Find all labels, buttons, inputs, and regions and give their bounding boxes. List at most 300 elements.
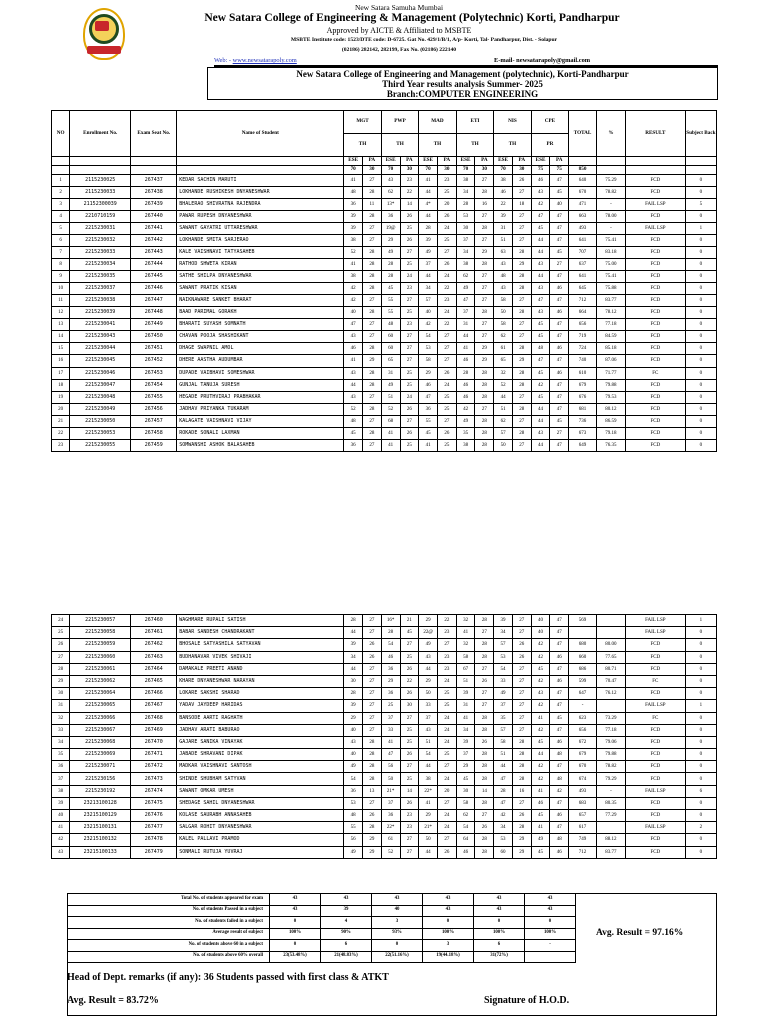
cell-mark: 27 — [400, 331, 419, 343]
ese-label: ESE — [419, 157, 438, 166]
summary-value: 100% — [270, 928, 321, 940]
cell-result: FCD — [625, 749, 685, 761]
cell-enrollment: 2215230059 — [70, 639, 131, 651]
cell-enrollment: 2215230067 — [70, 724, 131, 736]
cell-mark: 57 — [494, 427, 513, 439]
cell-mark: 33 — [381, 724, 400, 736]
cell-mark: 28 — [512, 379, 531, 391]
cell-mark: 36 — [419, 403, 438, 415]
results-table-part2 — [51, 614, 717, 859]
cell-total: 641 — [569, 271, 597, 283]
cell-student-name: BAAD PARIMAL GORAKH — [177, 307, 344, 319]
cell-subject-back: 0 — [685, 343, 716, 355]
cell-mark: 26 — [512, 175, 531, 187]
cell-enrollment: 2215230045 — [70, 355, 131, 367]
cell-mark: 47 — [550, 223, 569, 235]
cell-mark: 62 — [494, 415, 513, 427]
cell-mark: 26 — [363, 810, 382, 822]
cell-mark: 28 — [363, 736, 382, 748]
cell-subject-back: 0 — [685, 379, 716, 391]
cell-mark: 53 — [419, 343, 438, 355]
cell-enrollment: 2215230066 — [70, 712, 131, 724]
cell-total: 649 — [569, 439, 597, 451]
cell-mark: 28 — [512, 343, 531, 355]
cell-enrollment: 2215230071 — [70, 761, 131, 773]
cell-mark: 39 — [344, 223, 363, 235]
cell-mark: 52 — [344, 247, 363, 259]
max-mark: 70 — [381, 166, 400, 175]
table-row — [52, 331, 717, 343]
cell-mark: 26 — [400, 235, 419, 247]
cell-mark: 46 — [550, 651, 569, 663]
cell-mark: 35 — [456, 427, 475, 439]
cell-mark: 25 — [400, 367, 419, 379]
cell-mark: 27 — [550, 427, 569, 439]
cell-result: FAIL LSP — [625, 223, 685, 235]
cell-seat-no: 267444 — [131, 259, 177, 271]
col-name: Name of Student — [177, 111, 344, 157]
hod-remarks: Head of Dept. remarks (if any): 36 Students passed with first class & ATKT — [67, 972, 389, 983]
table-row — [52, 259, 717, 271]
cell-mark: 29 — [419, 810, 438, 822]
cell-percent: 77.65 — [596, 651, 625, 663]
cell-mark: 40 — [531, 627, 550, 639]
cell-mark: 49 — [381, 379, 400, 391]
cell-mark: 39 — [344, 700, 363, 712]
summary-value: 0 — [270, 940, 321, 952]
cell-subject-back: 0 — [685, 688, 716, 700]
table-row — [52, 247, 717, 259]
cell-mark: 23 — [437, 175, 456, 187]
cell-subject-back: 0 — [685, 319, 716, 331]
cell-mark: 45 — [550, 712, 569, 724]
cell-mark: 41 — [531, 712, 550, 724]
table-row — [52, 223, 717, 235]
cell-mark: 45 — [550, 247, 569, 259]
cell-mark: 29 — [512, 355, 531, 367]
cell-seat-no: 267441 — [131, 223, 177, 235]
cell-percent: 77.18 — [596, 724, 625, 736]
cell-mark: 46 — [550, 846, 569, 858]
summary-body — [68, 894, 576, 963]
cell-enrollment: 2215230064 — [70, 688, 131, 700]
cell-mark: 16 — [475, 199, 494, 211]
cell-mark: 46 — [381, 651, 400, 663]
cell-mark: 41 — [381, 439, 400, 451]
cell-serial: 36 — [52, 761, 70, 773]
cell-mark: 25 — [400, 379, 419, 391]
cell-mark: 52 — [381, 846, 400, 858]
cell-serial: 41 — [52, 822, 70, 834]
cell-enrollment: 2215230048 — [70, 391, 131, 403]
cell-enrollment: 2215230065 — [70, 700, 131, 712]
cell-subject-back: 0 — [685, 355, 716, 367]
cell-mark: 21* — [419, 822, 438, 834]
cell-mark: 44 — [344, 663, 363, 675]
cell-mark: 45 — [531, 319, 550, 331]
cell-mark: 40 — [419, 307, 438, 319]
cell-mark: 26 — [400, 211, 419, 223]
cell-percent: 79.06 — [596, 736, 625, 748]
cell-subject-back: 1 — [685, 700, 716, 712]
table-row — [52, 367, 717, 379]
summary-value: 43 — [474, 905, 525, 917]
cell-mark: 29 — [456, 761, 475, 773]
cell-mark: 27 — [512, 295, 531, 307]
cell-student-name: MADKAR VAISHNAVI SANTOSH — [177, 761, 344, 773]
cell-enrollment: 2215230055 — [70, 439, 131, 451]
cell-result: FCD — [625, 283, 685, 295]
cell-mark: 47 — [344, 319, 363, 331]
cell-total: 670 — [569, 187, 597, 199]
summary-value: 39 — [321, 905, 372, 917]
cell-seat-no: 267467 — [131, 700, 177, 712]
cell-mark: 43 — [531, 187, 550, 199]
cell-student-name: LOKARE SAKSHI SHARAD — [177, 688, 344, 700]
cell-serial: 27 — [52, 651, 70, 663]
table-row — [52, 343, 717, 355]
cell-mark: 27 — [437, 761, 456, 773]
cell-mark: 48 — [381, 319, 400, 331]
max-mark: 75 — [550, 166, 569, 175]
cell-student-name: KOLASE SAURABH ANNASAHEB — [177, 810, 344, 822]
cell-total: 645 — [569, 283, 597, 295]
cell-mark: 14 — [400, 199, 419, 211]
table-row — [52, 211, 717, 223]
cell-mark: 28 — [419, 223, 438, 235]
cell-mark: 28 — [456, 199, 475, 211]
cell-total: 680 — [569, 639, 597, 651]
cell-mark: 24 — [437, 810, 456, 822]
table-row — [52, 319, 717, 331]
cell-total: 670 — [569, 761, 597, 773]
website-link[interactable] — [214, 57, 297, 64]
cell-mark: 27 — [512, 627, 531, 639]
cell-mark: 27 — [475, 663, 494, 675]
cell-mark: 45 — [531, 663, 550, 675]
cell-mark: 25 — [437, 235, 456, 247]
cell-serial: 9 — [52, 271, 70, 283]
cell-mark: 39 — [456, 736, 475, 748]
cell-mark: 22 — [494, 199, 513, 211]
cell-enrollment: 2215230037 — [70, 283, 131, 295]
cell-serial: 28 — [52, 663, 70, 675]
cell-serial: 33 — [52, 724, 70, 736]
cell-result: FCD — [625, 343, 685, 355]
cell-mark: 28 — [344, 688, 363, 700]
cell-seat-no: 267442 — [131, 235, 177, 247]
cell-mark: 58 — [494, 295, 513, 307]
cell-total: 724 — [569, 343, 597, 355]
cell-seat-no: 267446 — [131, 283, 177, 295]
cell-student-name: YADAV JAYDEEP HARIDAS — [177, 700, 344, 712]
cell-result: FCD — [625, 379, 685, 391]
cell-mark: 27 — [475, 627, 494, 639]
summary-value: 0 — [423, 917, 474, 929]
cell-mark: 43 — [344, 331, 363, 343]
cell-mark: 40 — [344, 724, 363, 736]
cell-mark: 45 — [531, 367, 550, 379]
cell-enrollment: 23215100133 — [70, 846, 131, 858]
cell-enrollment: 2215230047 — [70, 379, 131, 391]
cell-mark: 68 — [381, 415, 400, 427]
cell-mark: 28 — [475, 749, 494, 761]
table-row — [52, 379, 717, 391]
cell-student-name: WAGHMARE RUPALI SATISH — [177, 615, 344, 627]
cell-total: 493 — [569, 223, 597, 235]
table-row — [52, 688, 717, 700]
cell-mark: 46 — [550, 367, 569, 379]
cell-mark: 28 — [475, 391, 494, 403]
cell-mark: 47 — [550, 175, 569, 187]
table-row — [52, 761, 717, 773]
cell-mark: 40 — [344, 307, 363, 319]
cell-result: FCD — [625, 834, 685, 846]
cell-seat-no: 267479 — [131, 846, 177, 858]
summary-value: 3 — [423, 940, 474, 952]
cell-mark: 54 — [381, 639, 400, 651]
cell-mark: 28 — [363, 749, 382, 761]
cell-subject-back: 0 — [685, 846, 716, 858]
cell-percent: - — [596, 223, 625, 235]
cell-mark: 53 — [344, 797, 363, 809]
cell-mark: 28 — [363, 427, 382, 439]
cell-mark: 26 — [400, 663, 419, 675]
cell-result: FCD — [625, 797, 685, 809]
summary-table — [67, 893, 576, 963]
cell-student-name: GUNJAL TANUJA SURESH — [177, 379, 344, 391]
summary-row — [68, 905, 576, 917]
cell-student-name: KALE VAISHNAVI TATYASAHEB — [177, 247, 344, 259]
cell-enrollment: 23213100128 — [70, 797, 131, 809]
col-subject: MAD — [419, 111, 456, 134]
col-type: TH — [381, 134, 418, 157]
cell-mark: 28 — [512, 307, 531, 319]
cell-mark: 54 — [456, 822, 475, 834]
cell-mark: 26 — [400, 427, 419, 439]
cell-enrollment: 2215230062 — [70, 675, 131, 687]
cell-mark: 42 — [531, 773, 550, 785]
summary-value: 21(48.83%) — [321, 951, 372, 963]
cell-mark: 25 — [437, 403, 456, 415]
cell-total: 617 — [569, 822, 597, 834]
approval-text: Approved by AICTE & Affiliated to MSBTE — [326, 26, 472, 35]
cell-subject-back: 0 — [685, 712, 716, 724]
max-mark: 30 — [437, 166, 456, 175]
cell-mark: 27 — [512, 211, 531, 223]
cell-mark: 44 — [494, 391, 513, 403]
cell-serial: 31 — [52, 700, 70, 712]
cell-mark: 27 — [363, 415, 382, 427]
cell-mark: 22 — [437, 319, 456, 331]
cell-result: FCD — [625, 688, 685, 700]
cell-mark: 27 — [363, 615, 382, 627]
summary-label: No. of students above 60% overall — [68, 951, 270, 963]
cell-mark: 28 — [363, 367, 382, 379]
cell-mark: 46 — [550, 283, 569, 295]
table-row — [52, 307, 717, 319]
web-url[interactable]: www.newsatarapoly.com — [232, 57, 297, 64]
cell-serial: 22 — [52, 427, 70, 439]
cell-student-name: JADHAV PRIYANKA TUKARAM — [177, 403, 344, 415]
cell-mark: 29 — [475, 343, 494, 355]
cell-mark: 48 — [550, 773, 569, 785]
cell-mark: 34 — [344, 651, 363, 663]
cell-mark: 39 — [456, 688, 475, 700]
cell-mark: 50 — [494, 439, 513, 451]
cell-seat-no: 267439 — [131, 199, 177, 211]
cell-mark: 29 — [381, 675, 400, 687]
cell-mark: 39 — [494, 615, 513, 627]
cell-mark: 27 — [512, 331, 531, 343]
cell-mark: 23 — [437, 651, 456, 663]
cell-mark: 34 — [456, 247, 475, 259]
cell-mark: 42 — [531, 724, 550, 736]
cell-mark: 43 — [381, 175, 400, 187]
cell-mark: 27 — [512, 797, 531, 809]
cell-result: FCD — [625, 810, 685, 822]
cell-mark: 51 — [494, 749, 513, 761]
cell-mark: 43 — [419, 651, 438, 663]
summary-value: 6 — [321, 940, 372, 952]
cell-mark: 27 — [400, 343, 419, 355]
cell-mark: 47 — [550, 295, 569, 307]
summary-value: 4 — [321, 917, 372, 929]
cell-mark: 27 — [363, 235, 382, 247]
cell-enrollment: 2215230043 — [70, 331, 131, 343]
cell-enrollment: 23215100129 — [70, 810, 131, 822]
cell-percent: 75.41 — [596, 235, 625, 247]
cell-student-name: DHERE AASTHA AUDUMBAR — [177, 355, 344, 367]
cell-mark: 49 — [456, 415, 475, 427]
cell-student-name: BHOSALE SATYASHILA SATYAVAN — [177, 639, 344, 651]
cell-result: FCD — [625, 663, 685, 675]
col-type: PR — [531, 134, 568, 157]
cell-mark: 26 — [475, 675, 494, 687]
summary-value: 0 — [270, 917, 321, 929]
cell-mark: 44 — [419, 663, 438, 675]
col-type: TH — [344, 134, 381, 157]
cell-subject-back: 6 — [685, 785, 716, 797]
cell-mark: 27 — [363, 663, 382, 675]
cell-result: FCD — [625, 391, 685, 403]
cell-mark: 65 — [381, 355, 400, 367]
cell-seat-no: 267464 — [131, 663, 177, 675]
cell-total: 657 — [569, 810, 597, 822]
cell-seat-no: 267443 — [131, 247, 177, 259]
cell-result: FCD — [625, 439, 685, 451]
cell-mark: 28 — [512, 427, 531, 439]
cell-mark: 28 — [363, 211, 382, 223]
cell-mark: 27 — [363, 627, 382, 639]
cell-serial: 29 — [52, 675, 70, 687]
cell-mark: 35 — [494, 712, 513, 724]
col-result: RESULT — [625, 111, 685, 157]
cell-enrollment: 2215230044 — [70, 343, 131, 355]
cell-mark: 28 — [475, 651, 494, 663]
cell-percent: 75.88 — [596, 283, 625, 295]
summary-value: 19(44.18%) — [423, 951, 474, 963]
cell-mark: 28 — [475, 773, 494, 785]
col-total: TOTAL — [569, 111, 597, 157]
cell-result: FAIL LSP — [625, 700, 685, 712]
cell-total: 673 — [569, 427, 597, 439]
ese-label: ESE — [381, 157, 400, 166]
college-name: New Satara College of Engineering & Management (Polytechnic) Korti, Pandharpur — [204, 12, 620, 24]
cell-mark: 42 — [531, 761, 550, 773]
cell-enrollment: 2215230038 — [70, 295, 131, 307]
cell-mark: 53 — [494, 834, 513, 846]
cell-total: 663 — [569, 211, 597, 223]
cell-mark: 24 — [437, 223, 456, 235]
cell-mark: 45 — [531, 846, 550, 858]
cell-enrollment: 2215230041 — [70, 319, 131, 331]
cell-mark: 23 — [437, 295, 456, 307]
cell-enrollment: 2215230061 — [70, 663, 131, 675]
cell-student-name: PAWAR RUPESH DNYANESHWAR — [177, 211, 344, 223]
cell-enrollment: 21152300039 — [70, 199, 131, 211]
ese-label: ESE — [344, 157, 363, 166]
cell-result: FCD — [625, 247, 685, 259]
cell-mark: 28 — [475, 223, 494, 235]
cell-mark: 27 — [512, 724, 531, 736]
summary-label: No. of students failed in a subject — [68, 917, 270, 929]
cell-subject-back: 0 — [685, 773, 716, 785]
cell-student-name: SALGAR ROHIT DNYANESHWAR — [177, 822, 344, 834]
col-type: TH — [494, 134, 531, 157]
cell-total: 471 — [569, 199, 597, 211]
ese-label: ESE — [531, 157, 550, 166]
cell-mark: 25 — [381, 700, 400, 712]
cell-mark: 47 — [494, 773, 513, 785]
cell-mark: 31 — [456, 700, 475, 712]
cell-percent: 83.18 — [596, 247, 625, 259]
cell-mark: 19@ — [381, 223, 400, 235]
cell-mark: 36 — [381, 688, 400, 700]
cell-mark: 28 — [475, 639, 494, 651]
cell-mark: 28 — [475, 797, 494, 809]
cell-mark: 27 — [363, 712, 382, 724]
cell-mark: 57 — [419, 295, 438, 307]
cell-mark: 48 — [494, 271, 513, 283]
cell-mark: 13 — [363, 785, 382, 797]
cell-serial: 23 — [52, 439, 70, 451]
cell-total: 599 — [569, 675, 597, 687]
summary-value: 22(51.16%) — [372, 951, 423, 963]
cell-seat-no: 267462 — [131, 639, 177, 651]
cell-mark: 28 — [363, 822, 382, 834]
cell-mark: 27 — [475, 688, 494, 700]
cell-mark: 27 — [437, 415, 456, 427]
cell-mark: 42 — [550, 785, 569, 797]
cell-mark: 54 — [419, 749, 438, 761]
cell-total: 674 — [569, 773, 597, 785]
cell-enrollment: 2215230049 — [70, 403, 131, 415]
cell-student-name: KALAGATE VAISHNAVI VIJAY — [177, 415, 344, 427]
cell-subject-back: 0 — [685, 627, 716, 639]
cell-mark: 21 — [400, 615, 419, 627]
cell-mark: 56 — [344, 834, 363, 846]
cell-enrollment: 2210710159 — [70, 211, 131, 223]
cell-mark: 36 — [344, 439, 363, 451]
pa-label: PA — [512, 157, 531, 166]
cell-mark: 29 — [419, 615, 438, 627]
cell-mark: 64 — [456, 834, 475, 846]
cell-mark: 49 — [381, 247, 400, 259]
col-subject: PWP — [381, 111, 418, 134]
cell-seat-no: 267457 — [131, 415, 177, 427]
table-row — [52, 415, 717, 427]
